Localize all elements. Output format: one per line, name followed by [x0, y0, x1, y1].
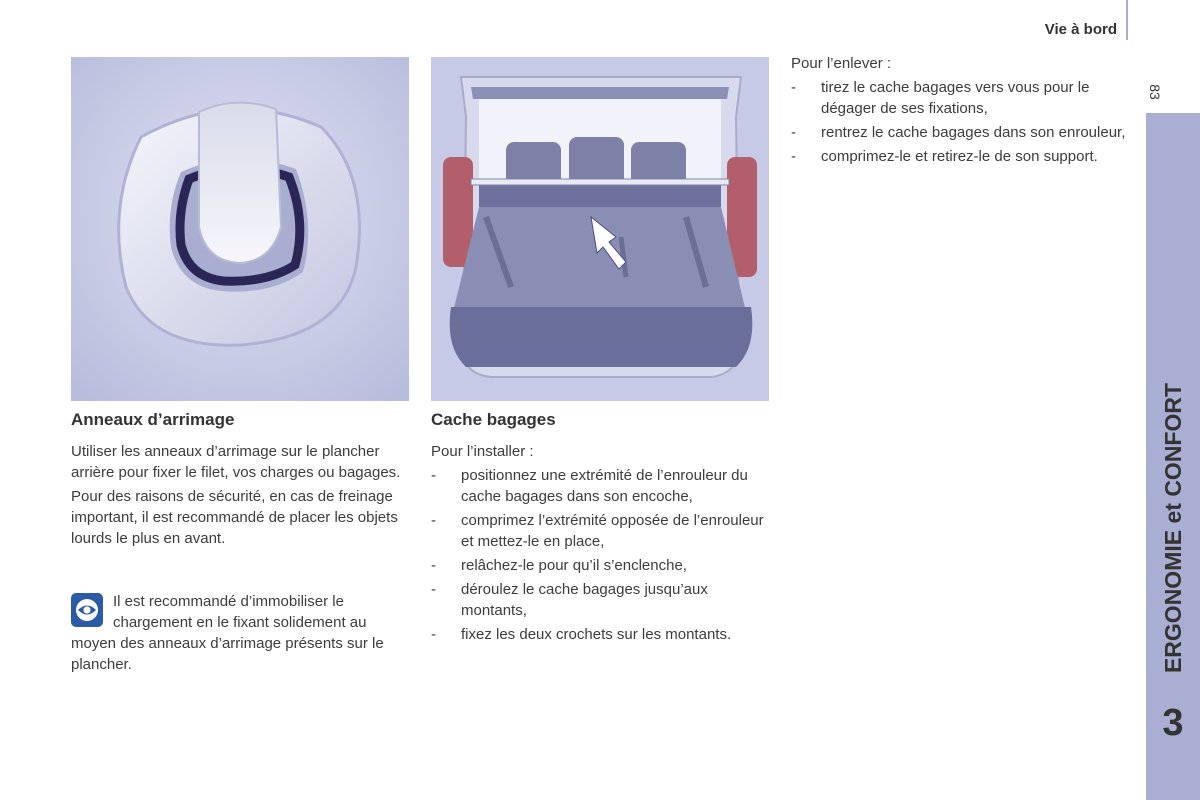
list-item: - relâchez-le pour qu’il s’enclenche,: [431, 557, 687, 574]
list-item: - tirez le cache bagages vers vous pour le dégager de ses fixations,: [791, 79, 1090, 117]
list-item: - déroulez le cache bagages jusqu’aux montants,: [431, 581, 708, 619]
list-item: - comprimez-le et retirez-le de son support.: [791, 148, 1098, 165]
chapter-title: ERGONOMIE et CONFORT: [1160, 382, 1186, 674]
tie-down-ring-illustration: [71, 57, 409, 401]
paragraph: Utiliser les anneaux d’arrimage sur le plancher arrière pour fixer le filet, vos charges ou bagages.: [71, 443, 401, 481]
chapter-number: 3: [1162, 702, 1184, 744]
safety-note: [71, 591, 411, 675]
removal-instructions: [791, 53, 1136, 170]
section-title-luggage-cover: Cache bagages: [431, 410, 556, 429]
list-item: - comprimez l’extrémité opposée de l’enrouleur et mettez-le en place,: [431, 512, 764, 550]
removal-steps: [791, 77, 1136, 167]
eye-icon: [71, 593, 103, 627]
removal-intro: Pour l’enlever :: [791, 55, 892, 72]
section-header: Vie à bord: [1044, 21, 1117, 38]
list-item: - positionnez une extrémité de l’enrouleur du cache bagages dans son encoche,: [431, 467, 748, 505]
page-number: 83: [1147, 84, 1163, 100]
section-title-tie-down-rings: Anneaux d’arrimage: [71, 410, 235, 429]
install-steps: [431, 465, 776, 645]
tie-down-rings-body: [71, 441, 409, 552]
list-item: - rentrez le cache bagages dans son enrouleur,: [791, 124, 1126, 141]
install-instructions: [431, 441, 776, 648]
install-intro: Pour l’installer :: [431, 443, 534, 460]
paragraph: Pour des raisons de sécurité, en cas de freinage important, il est recommandé de placer les objets lourds le plus en avant.: [71, 488, 398, 547]
luggage-cover-illustration: [431, 57, 769, 401]
note-text: Il est recommandé d’immobiliser le chargement en le fixant solidement au moyen des anneaux d’arrimage présents sur le plancher.: [71, 593, 384, 673]
list-item: - fixez les deux crochets sur les montants.: [431, 626, 732, 643]
header-divider: [1126, 0, 1128, 40]
